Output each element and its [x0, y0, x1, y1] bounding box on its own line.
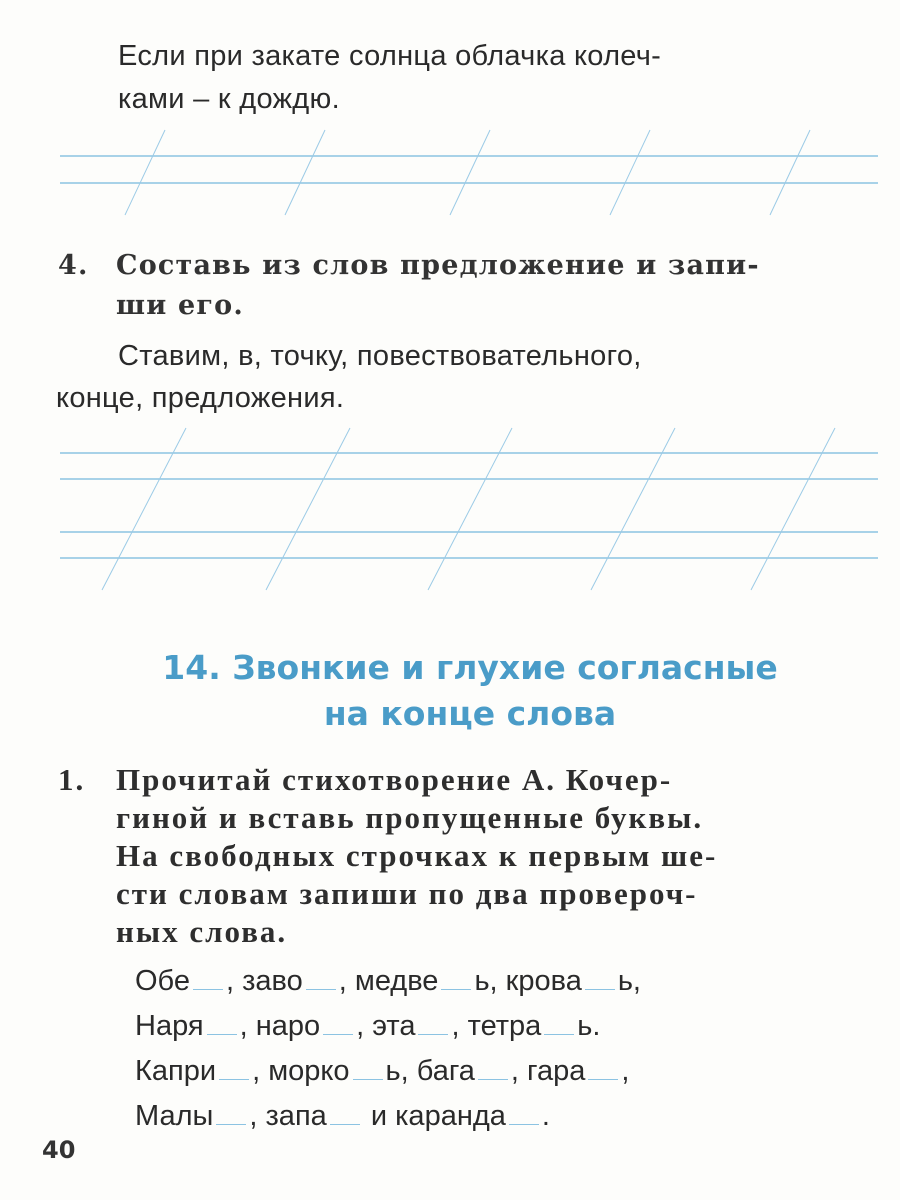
word-suffix: , — [225, 965, 243, 997]
ruling-line — [285, 130, 325, 215]
word-suffix: , — [249, 1100, 266, 1132]
missing-letter-blank[interactable] — [207, 1034, 237, 1035]
word-suffix: , — [338, 965, 355, 997]
missing-letter-blank[interactable] — [193, 989, 223, 990]
task-4-words-2: конце, предложения. — [56, 382, 345, 414]
word-stem: наро — [255, 1010, 321, 1042]
task-4-text-1: Составь из слов предложение и запи- — [116, 250, 760, 281]
poem-line — [135, 1010, 600, 1043]
word-stem: запа — [265, 1100, 327, 1132]
proverb-line-2: ками – к дождю. — [118, 83, 340, 115]
ruling-line — [125, 130, 165, 215]
task-1-number: 1. — [58, 762, 86, 797]
section-title-2: на конце слова — [323, 694, 617, 733]
word-suffix: ь, — [474, 965, 506, 997]
task-1-text-line: Прочитай стихотворение А. Кочер- — [116, 762, 673, 797]
missing-letter-blank[interactable] — [441, 989, 471, 990]
word-stem: медве — [354, 965, 439, 997]
missing-letter-blank[interactable] — [585, 989, 615, 990]
poem-line — [135, 1100, 550, 1133]
missing-letter-blank[interactable] — [478, 1079, 508, 1080]
task-4-text-2: ши его. — [116, 290, 244, 321]
section-title-1: 14. Звонкие и глухие согласные — [162, 648, 778, 687]
word-suffix: ь, — [617, 965, 641, 997]
missing-letter-blank[interactable] — [353, 1079, 383, 1080]
page-number: 40 — [42, 1136, 76, 1164]
word-suffix: , — [356, 1010, 373, 1042]
missing-letter-blank[interactable] — [219, 1079, 249, 1080]
ruling-line — [770, 130, 810, 215]
poem-line — [135, 965, 641, 998]
missing-letter-blank[interactable] — [306, 989, 336, 990]
word-suffix: и — [362, 1100, 396, 1132]
task-1-text-line: ных слова. — [116, 914, 288, 949]
missing-letter-blank[interactable] — [544, 1034, 574, 1035]
word-suffix: ь. — [577, 1010, 601, 1042]
missing-letter-blank[interactable] — [588, 1079, 618, 1080]
word-suffix: , — [451, 1010, 468, 1042]
word-stem: каранда — [395, 1100, 506, 1132]
word-suffix: , — [621, 1055, 630, 1087]
word-stem: Капри — [135, 1055, 217, 1087]
word-stem: эта — [372, 1010, 416, 1042]
word-stem: крова — [505, 965, 582, 997]
missing-letter-blank[interactable] — [330, 1124, 360, 1125]
word-stem: заво — [242, 965, 303, 997]
missing-letter-blank[interactable] — [216, 1124, 246, 1125]
word-suffix: , — [239, 1010, 256, 1042]
poem-line — [135, 1055, 629, 1088]
word-stem: бага — [416, 1055, 475, 1087]
missing-letter-blank[interactable] — [418, 1034, 448, 1035]
word-stem: тетра — [467, 1010, 542, 1042]
word-stem: Обе — [135, 965, 190, 997]
ruling-line — [450, 130, 490, 215]
task-1-text-line: гиной и вставь пропущенные буквы. — [116, 800, 704, 835]
word-stem: морко — [268, 1055, 350, 1087]
task-4-words-1: Ставим, в, точку, повествовательного, — [118, 340, 642, 372]
proverb-line-1: Если при закате солнца облачка колеч- — [118, 40, 662, 72]
task-1-text-line: сти словам запиши по два провероч- — [116, 876, 698, 911]
task-1-text-line: На свободных строчках к первым ше- — [116, 838, 718, 873]
word-suffix: , — [252, 1055, 269, 1087]
word-stem: Наря — [135, 1010, 204, 1042]
word-suffix: , — [510, 1055, 528, 1087]
word-suffix: . — [541, 1100, 550, 1132]
word-stem: гара — [527, 1055, 586, 1087]
word-suffix: ь, — [385, 1055, 417, 1087]
missing-letter-blank[interactable] — [323, 1034, 353, 1035]
task-4-number: 4. — [58, 250, 89, 281]
ruling-line — [610, 130, 650, 215]
word-stem: Малы — [135, 1100, 214, 1132]
missing-letter-blank[interactable] — [509, 1124, 539, 1125]
